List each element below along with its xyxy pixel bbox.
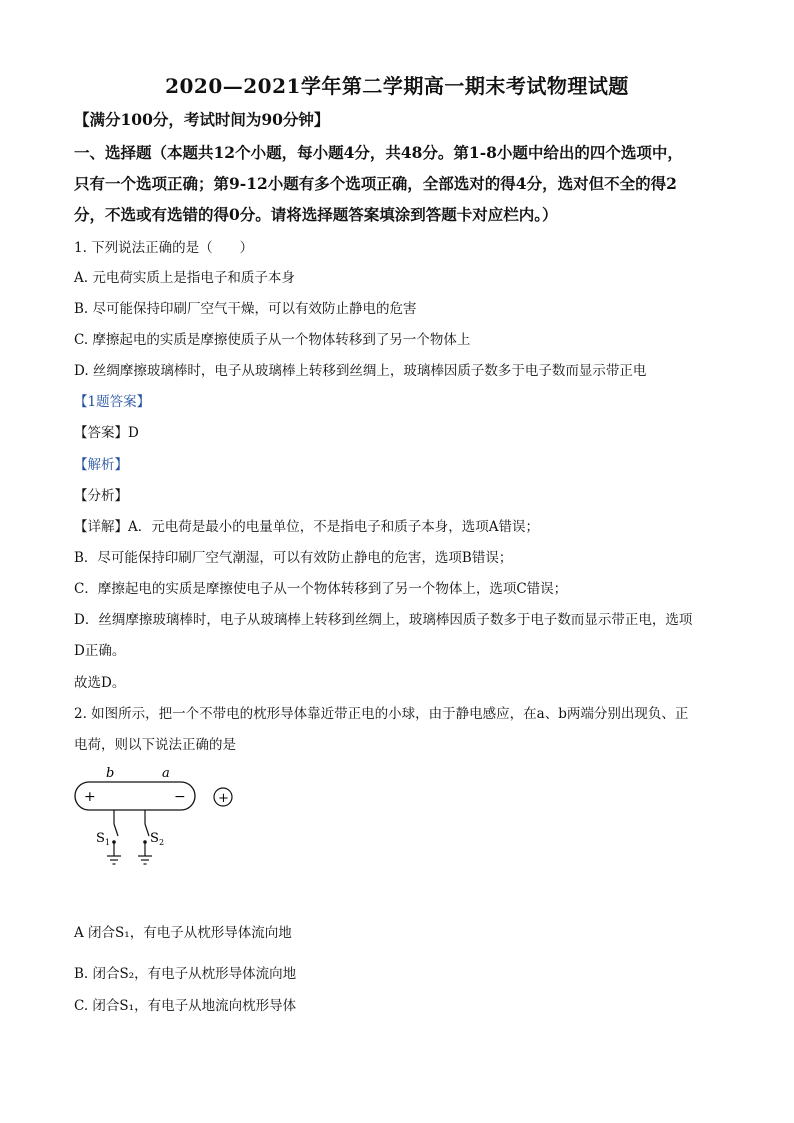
s2-switch-blade bbox=[145, 824, 149, 836]
q2-stem-line-2: 电荷，则以下说法正确的是 bbox=[74, 737, 236, 753]
q1-option-c: C. 摩擦起电的实质是摩擦使质子从一个物体转移到了另一个物体上 bbox=[74, 332, 471, 348]
q1-jiexi: 【解析】 bbox=[74, 457, 128, 473]
q1-conclusion: 故选D。 bbox=[74, 675, 126, 691]
q1-detail-1: 【详解】A．元电荷是最小的电量单位，不是指电子和质子本身，选项A错误； bbox=[74, 519, 539, 535]
q2-figure bbox=[70, 764, 250, 876]
plus-charge-left: + bbox=[84, 789, 96, 805]
ball-charge: + bbox=[218, 791, 229, 806]
s1-label-sub: 1 bbox=[105, 838, 111, 847]
s2-label: S bbox=[150, 831, 159, 846]
q2-option-c: C. 闭合S₁，有电子从地流向枕形导体 bbox=[74, 998, 297, 1014]
minus-charge-right: − bbox=[174, 789, 186, 805]
q2-option-a: A 闭合S₁，有电子从枕形导体流向地 bbox=[74, 925, 292, 941]
q1-option-d: D. 丝绸摩擦玻璃棒时，电子从玻璃棒上转移到丝绸上，玻璃棒因质子数多于电子数而显示带正电 bbox=[74, 363, 647, 379]
s1-switch-blade bbox=[114, 824, 118, 836]
q1-fenxi: 【分析】 bbox=[74, 488, 128, 504]
q1-option-a: A. 元电荷实质上是指电子和质子本身 bbox=[74, 270, 295, 286]
q1-detail-4: D．丝绸摩擦玻璃棒时，电子从玻璃棒上转移到丝绸上，玻璃棒因质子数多于电子数而显示带正电，选项 bbox=[74, 612, 693, 628]
section-instruction-line-3: 分，不选或有选错的得0分。请将选择题答案填涂到答题卡对应栏内。） bbox=[74, 205, 558, 224]
q2-option-b: B. 闭合S₂，有电子从枕形导体流向地 bbox=[74, 966, 297, 982]
q1-detail-3: C．摩擦起电的实质是摩擦使电子从一个物体转移到了另一个物体上，选项C错误； bbox=[74, 581, 568, 597]
q1-answer: 【答案】D bbox=[74, 425, 139, 441]
section-instruction-line-1: 一、选择题（本题共12个小题，每小题4分，共48分。第1-8小题中给出的四个选项中， bbox=[74, 143, 683, 162]
q1-stem: 1. 下列说法正确的是（ ） bbox=[74, 240, 254, 256]
s1-label: S bbox=[96, 831, 105, 846]
q2-stem-line-1: 2. 如图所示，把一个不带电的枕形导体靠近带正电的小球，由于静电感应，在a、b两端分别出现负、正 bbox=[74, 706, 689, 722]
q1-detail-5: D正确。 bbox=[74, 643, 126, 659]
section-instruction-line-2: 只有一个选项正确；第9-12小题有多个选项正确，全部选对的得4分，选对但不全的得2 bbox=[74, 174, 677, 193]
exam-meta: 【满分100分，考试时间为90分钟】 bbox=[74, 110, 330, 129]
q1-detail-2: B．尽可能保持印刷厂空气潮湿，可以有效防止静电的危害，选项B错误； bbox=[74, 550, 513, 566]
s2-label-sub: 2 bbox=[159, 838, 165, 847]
label-a: a bbox=[162, 766, 170, 781]
q1-option-b: B. 尽可能保持印刷厂空气干燥，可以有效防止静电的危害 bbox=[74, 301, 417, 317]
q1-answer-header: 【1题答案】 bbox=[74, 394, 151, 410]
page-title: 2020—2021学年第二学期高一期末考试物理试题 bbox=[165, 74, 629, 98]
label-b: b bbox=[106, 766, 115, 781]
